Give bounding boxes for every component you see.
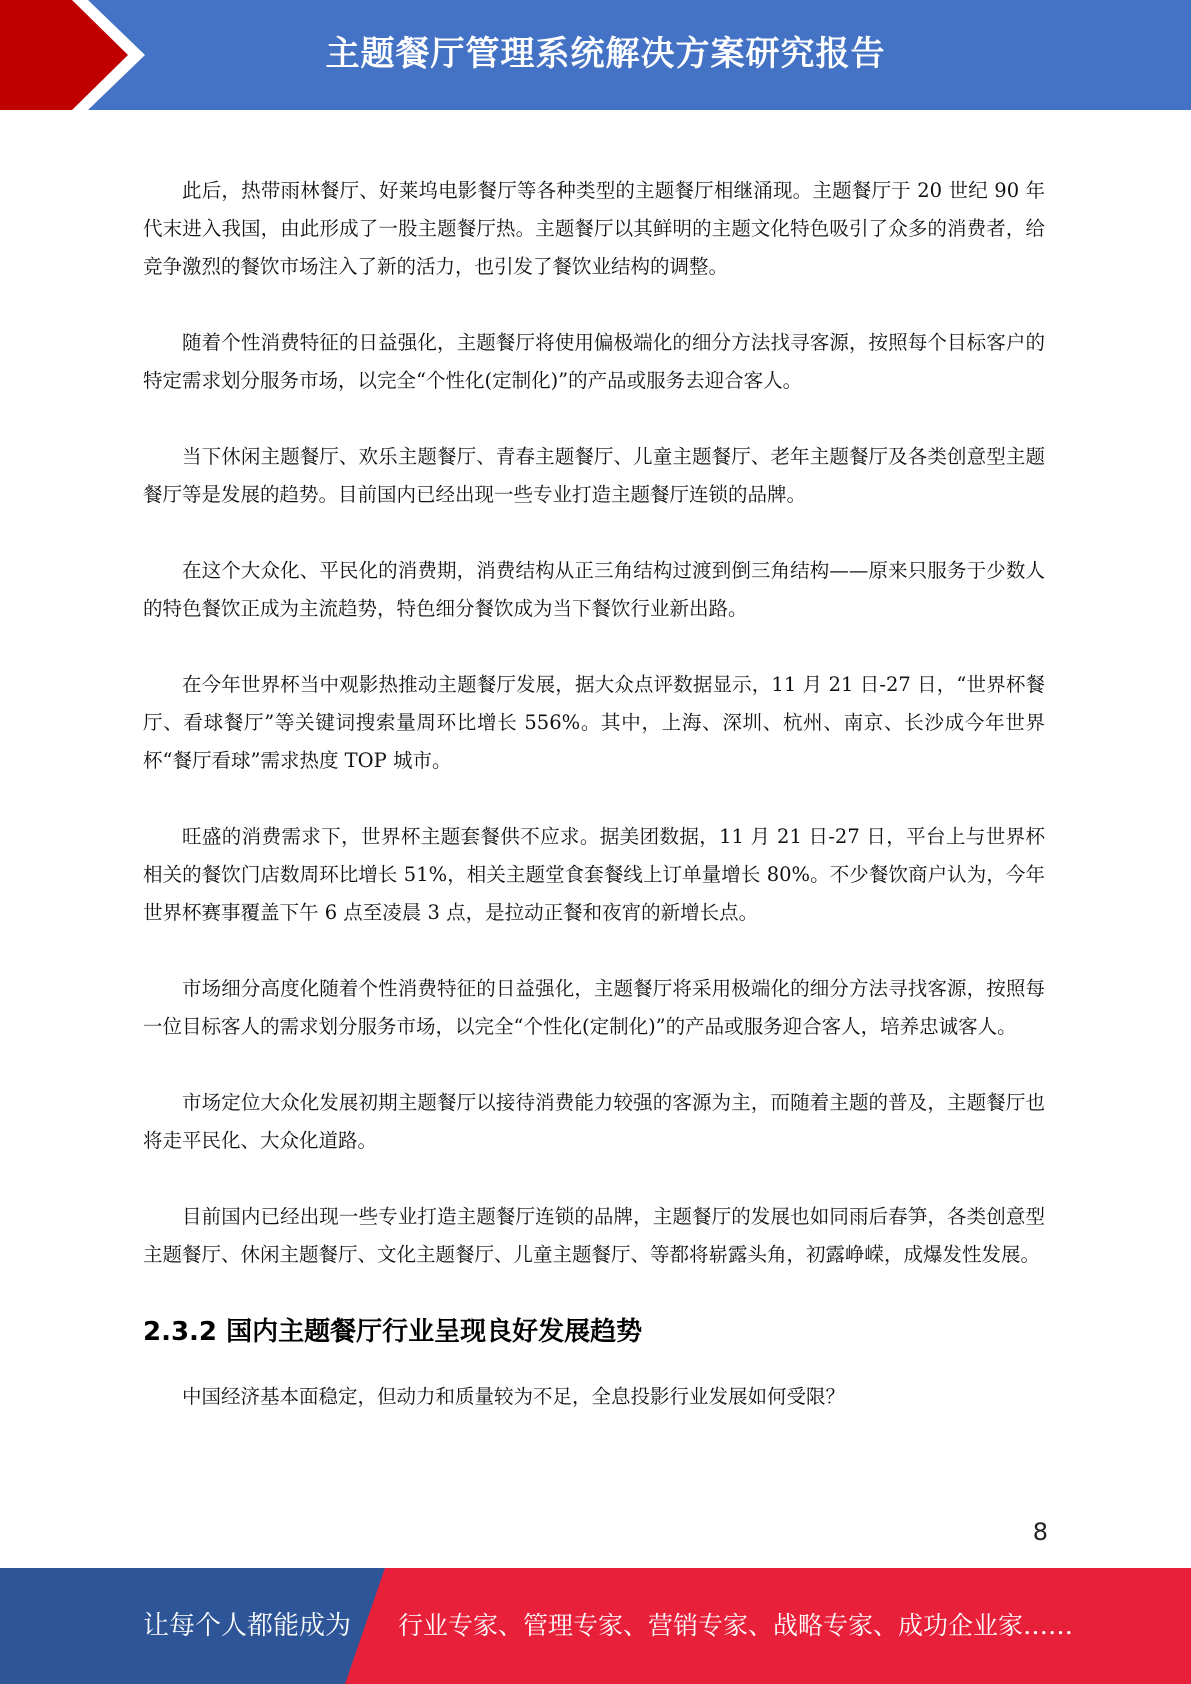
- header-chevron-icon: [0, 0, 150, 110]
- section-heading: 2.3.2 国内主题餐厅行业呈现良好发展趋势: [143, 1317, 643, 1347]
- page-footer: [0, 1568, 1191, 1684]
- body-paragraph: 旺盛的消费需求下，世界杯主题套餐供不应求。据美团数据，11 月 21 日-27 日，平台上与世界杯相关的餐饮门店数周环比增长 51%，相关主题堂食套餐线上订单量增长 80%。不少餐饮商户认为，今年世界杯赛事覆盖下午 6 点至凌晨 3 点，是拉动正餐和夜宵的新增长点。: [143, 825, 1045, 924]
- footer-slogan-right: 行业专家、管理专家、营销专家、战略专家、成功企业家……: [398, 1611, 1074, 1640]
- body-paragraph: 在今年世界杯当中观影热推动主题餐厅发展，据大众点评数据显示，11 月 21 日-27 日，“世界杯餐厅、看球餐厅”等关键词搜索量周环比增长 556%。其中，上海、深圳、杭州、南京、长沙成今年世界杯“餐厅看球”需求热度 TOP 城市。: [143, 673, 1045, 772]
- page-header: [0, 0, 1191, 110]
- body-paragraph: 市场定位大众化发展初期主题餐厅以接待消费能力较强的客源为主，而随着主题的普及，主题餐厅也将走平民化、大众化道路。: [143, 1091, 1045, 1152]
- body-paragraph: 在这个大众化、平民化的消费期，消费结构从正三角结构过渡到倒三角结构——原来只服务于少数人的特色餐饮正成为主流趋势，特色细分餐饮成为当下餐饮行业新出路。: [143, 559, 1045, 620]
- body-paragraph: 市场细分高度化随着个性消费特征的日益强化，主题餐厅将采用极端化的细分方法寻找客源，按照每一位目标客人的需求划分服务市场，以完全“个性化(定制化)”的产品或服务迎合客人，培养忠诚客人。: [143, 977, 1045, 1038]
- page-number: 8: [1032, 1518, 1048, 1546]
- body-paragraph: 目前国内已经出现一些专业打造主题餐厅连锁的品牌，主题餐厅的发展也如同雨后春笋，各类创意型主题餐厅、休闲主题餐厅、文化主题餐厅、儿童主题餐厅、等都将崭露头角，初露峥嵘，成爆发性发展。: [143, 1205, 1045, 1266]
- main-content: [143, 172, 1045, 1454]
- body-paragraph: 随着个性消费特征的日益强化，主题餐厅将使用偏极端化的细分方法找寻客源，按照每个目标客户的特定需求划分服务市场，以完全“个性化(定制化)”的产品或服务去迎合客人。: [143, 331, 1045, 392]
- section-paragraph: 中国经济基本面稳定，但动力和质量较为不足，全息投影行业发展如何受限？: [182, 1385, 846, 1408]
- footer-slogan-left: 让每个人都能成为: [143, 1611, 352, 1641]
- document-title: 主题餐厅管理系统解决方案研究报告: [325, 34, 886, 74]
- body-paragraph: 当下休闲主题餐厅、欢乐主题餐厅、青春主题餐厅、儿童主题餐厅、老年主题餐厅及各类创意型主题餐厅等是发展的趋势。目前国内已经出现一些专业打造主题餐厅连锁的品牌。: [143, 445, 1045, 506]
- body-paragraph: 此后，热带雨林餐厅、好莱坞电影餐厅等各种类型的主题餐厅相继涌现。主题餐厅于 20 世纪 90 年代末进入我国，由此形成了一股主题餐厅热。主题餐厅以其鲜明的主题文化特色吸引了众多的消费者，给竞争激烈的餐饮市场注入了新的活力，也引发了餐饮业结构的调整。: [143, 179, 1045, 278]
